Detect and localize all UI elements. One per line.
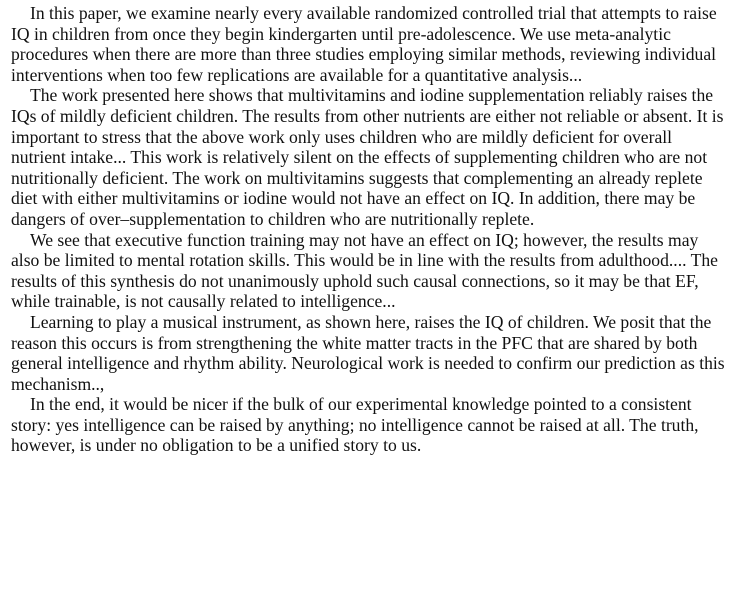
paragraph-nutrients: The work presented here shows that multivitamins and iodine supplementation reliably raises the IQs of mildly deficient children. The results from other nutrients are either not reliable or absent. It is important to stress that the above work only uses children who are mildly deficient for overall nutrient intake... This work is relatively silent on the effects of supplementing children who are not nutritionally deficient. The work on multivitamins suggests that complementing an already replete diet with either multivitamins or iodine would not have an effect on IQ. In addition, there may be dangers of over–supplementation to children who are nutritionally replete. (11, 85, 724, 229)
paragraph-conclusion: In the end, it would be nicer if the bulk of our experimental knowledge pointed to a consistent story: yes intelligence can be raised by anything; no intelligence cannot be raised at all. The truth, however, is under no obligation to be a unified story to us. (11, 394, 699, 456)
paragraph-music: Learning to play a musical instrument, as shown here, raises the IQ of children. We posit that the reason this occurs is from strengthening the white matter tracts in the PFC that are shared by both general intelligence and rhythm ability. Neurological work is needed to confirm our prediction as this mechanism.., (11, 311, 725, 394)
paragraph-intro: In this paper, we examine nearly every available randomized controlled trial that attempts to raise IQ in children from once they begin kindergarten until pre-adolescence. We use meta-analytic procedures when there are more than three studies employing similar methods, reviewing individual interventions when too few replications are available for a quantitative analysis... (11, 3, 717, 85)
paragraph-executive-function: We see that executive function training may not have an effect on IQ; however, the results may also be limited to mental rotation skills. This would be in line with the results from adulthood.... The results of this synthesis do not unanimously uphold such causal connections, so it may be that EF, while trainable, is not causally related to intelligence... (11, 229, 718, 312)
